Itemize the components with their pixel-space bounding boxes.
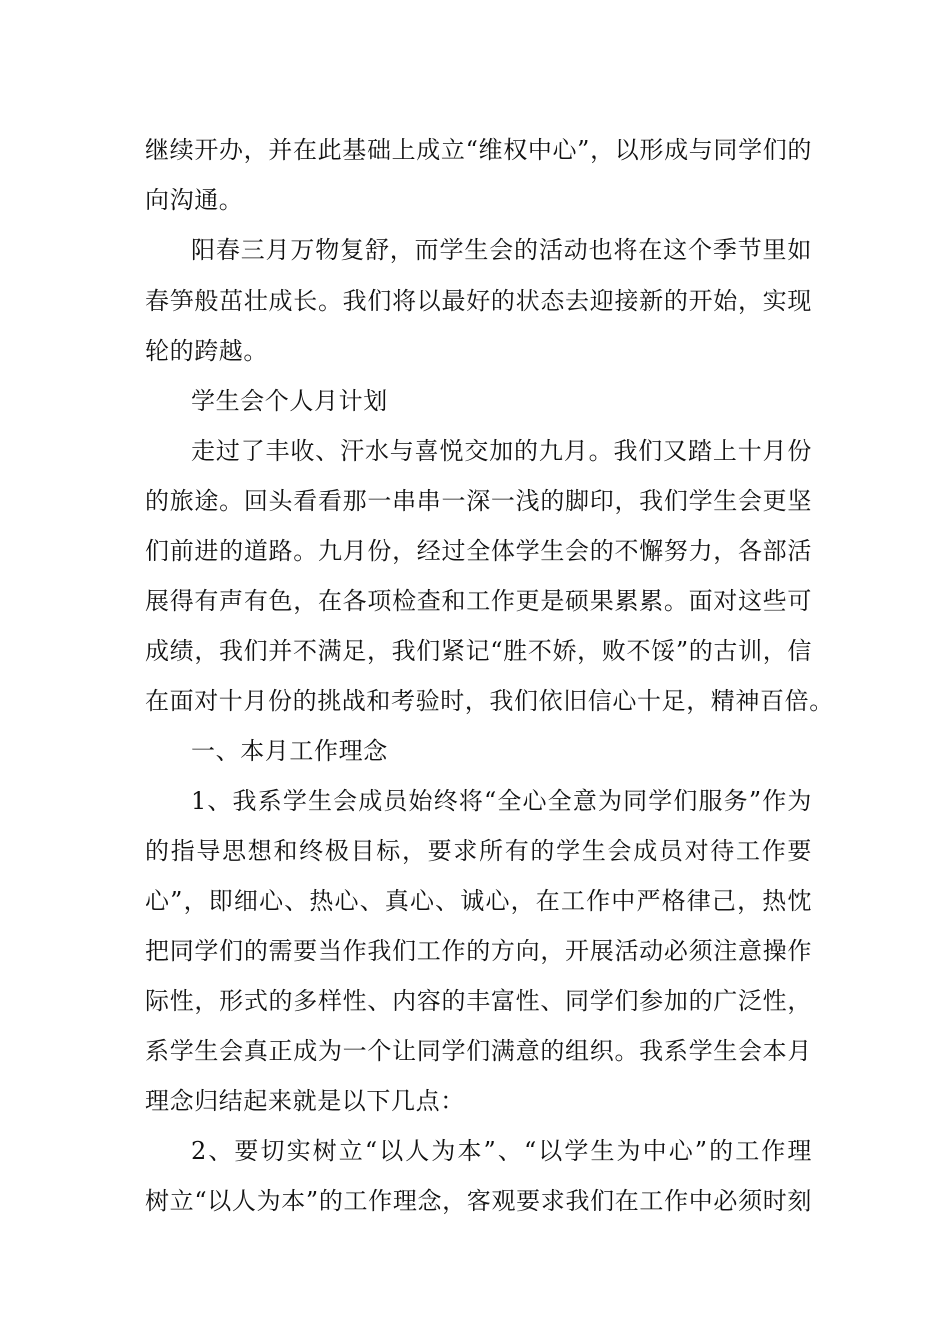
section-heading: 学生会个人月计划 (191, 387, 388, 415)
paragraph-line: 春笋般茁壮成长。我们将以最好的状态去迎接新的开始，实现 (145, 287, 812, 315)
paragraph-line: 系学生会真正成为一个让同学们满意的组织。我系学生会本月 (145, 1037, 812, 1065)
paragraph-line: 阳春三月万物复舒，而学生会的活动也将在这个季节里如 (191, 236, 812, 264)
paragraph-line: 树立“以人为本”的工作理念，客观要求我们在工作中必须时刻 (145, 1187, 812, 1215)
paragraph-line: 轮的跨越。 (145, 337, 268, 365)
paragraph-line: 际性，形式的多样性、内容的丰富性、同学们参加的广泛性， (145, 987, 812, 1015)
paragraph-line: 把同学们的需要当作我们工作的方向，开展活动必须注意操作 (145, 937, 812, 965)
paragraph-line: 向沟通。 (145, 186, 244, 214)
paragraph-line: 在面对十月份的挑战和考验时，我们依旧信心十足，精神百倍。 (145, 687, 834, 715)
paragraph-line: 展得有声有色，在各项检查和工作更是硕果累累。面对这些可 (145, 587, 812, 615)
paragraph-line: 2、要切实树立“以人为本”、“以学生为中心”的工作理 (191, 1137, 812, 1165)
paragraph-line: 理念归结起来就是以下几点： (145, 1087, 465, 1115)
paragraph-line: 的指导思想和终极目标，要求所有的学生会成员对待工作要 (145, 837, 812, 865)
section-heading: 一、本月工作理念 (191, 737, 388, 765)
paragraph-line: 1、我系学生会成员始终将“全心全意为同学们服务”作为 (191, 787, 812, 815)
paragraph-line: 的旅途。回头看看那一串串一深一浅的脚印，我们学生会更坚 (145, 487, 812, 515)
paragraph-line: 成绩，我们并不满足，我们紧记“胜不娇，败不馁”的古训，信 (145, 637, 812, 665)
paragraph-line: 们前进的道路。九月份，经过全体学生会的不懈努力，各部活 (145, 537, 812, 565)
paragraph-line: 继续开办，并在此基础上成立“维权中心”，以形成与同学们的 (145, 136, 812, 164)
paragraph-line: 心”，即细心、热心、真心、诚心，在工作中严格律己，热忱 (145, 887, 812, 915)
paragraph-line: 走过了丰收、汗水与喜悦交加的九月。我们又踏上十月份 (191, 437, 812, 465)
